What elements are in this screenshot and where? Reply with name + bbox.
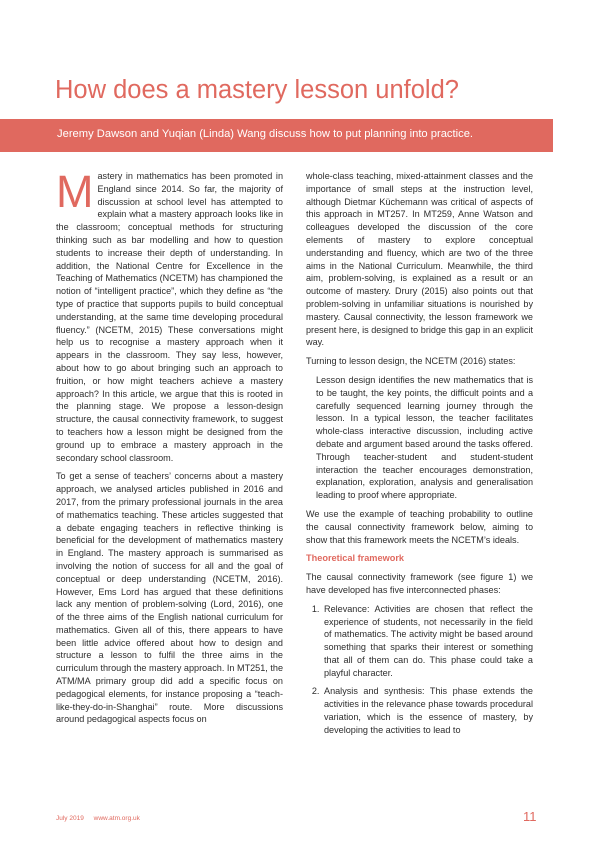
right-column bbox=[306, 170, 533, 743]
body-paragraph-4: Turning to lesson design, the NCETM (2016) states: bbox=[306, 356, 516, 367]
page-number: 11 bbox=[523, 809, 537, 824]
list-item: 2. Analysis and synthesis: This phase extends the activities in the relevance phase towards procedural variation, which is the essence of mastery, by developing the activities to lead to bbox=[322, 685, 533, 736]
left-column bbox=[56, 166, 283, 732]
standfirst-banner bbox=[0, 119, 553, 152]
issue-date: July 2019 bbox=[56, 815, 84, 822]
body-paragraph-3: whole-class teaching, mixed-attainment classes and the importance of small steps at the instruction level, although Dietmar Küchemann was critical of aspects of this approach in MT257. In MT259, Anne Watson and colleagues developed the discussion of the core elements of mastery to explore conceptual understanding and fluency, which are two of the three aims in the National Curriculum. Meanwhile, the third aim, problem-solving, is explained as a result or an outcome of mastery. Drury (2015) also points out that problem-solving in unfamiliar situations is nourished by mastery. Causal connectivity, the lesson framework we present here, is designed to bridge this gap in an explicit way. bbox=[306, 171, 533, 348]
intro-paragraph-text: astery in mathematics has been promoted in England since 2014. So far, the majority of discussion at school level has attempted to explain what a mastery approach looks like in the classroom; conceptual methods for structuring thinking such as bar modelling and how to question students to increase their depth of understanding. In addition, the National Centre for Excellence in the Teaching of Mathematics (NCETM) has championed the notion of “intelligent practice”, which they define as “the type of practice that supports pupils to build conceptual understanding, at the same time developing procedural fluency.” (NCETM, 2015) These conversations might help us to recognise a mastery approach when it appears in the classroom. They say less, however, about how to go about bringing such an approach to fruition, or how might teachers achieve a mastery approach? In this article, we argue that this is rooted in the planning stage. We propose a lesson-design structure, the causal connectivity framework, to suggest to teachers how a lesson might be designed from the ground up to embrace a mastery approach in the secondary school classroom. bbox=[56, 171, 283, 463]
standfirst-text: Jeremy Dawson and Yuqian (Linda) Wang discuss how to put planning into practice. bbox=[57, 128, 474, 140]
drop-cap: M bbox=[56, 166, 94, 217]
website-link[interactable]: www.atm.org.uk bbox=[93, 815, 140, 822]
section-heading: Theoretical framework bbox=[306, 553, 405, 564]
body-paragraph-2: To get a sense of teachers’ concerns about a mastery approach, we analysed articles published in 2016 and 2017, from the primary professional journals in the area of mathematics teaching. These articles suggested that a debate engaging teachers in reflective thinking is beneficial for the development of mathematics mastery in England. The mastery approach is summarised as involving the notion of success for all and the goal of conceptual or deep understanding (NCETM, 2016). However, Ems Lord has argued that these definitions lack any mention of problem-solving (Lord, 2016), one of the three aims of the English national curriculum for mathematics. Given all of this, there appears to have been little advice offered about how to design and structure a lesson to fulfil the three aims in the curriculum through the mastery approach. In MT251, the ATM/MA primary group did add a specific focus on pedagogical elements, for instance proposing a “teach-like-they-do-in-Shanghai” route. More discussions around pedagogical aspects focus on bbox=[56, 471, 283, 725]
body-paragraph-5: We use the example of teaching probability to outline the causal connectivity framework below, aiming to show that this framework meets the NCETM’s ideals. bbox=[306, 508, 533, 545]
body-paragraph-6: The causal connectivity framework (see figure 1) we have developed has five interconnected phases: bbox=[306, 572, 533, 595]
list-item: 1. Relevance: Activities are chosen that reflect the experience of students, not necessarily in the field of mathematics. The activity might be based around something that sparks their interest or something that all of them can do. This phase could take a playful character. bbox=[322, 603, 533, 680]
page-footer bbox=[56, 815, 148, 822]
block-quote: Lesson design identifies the new mathematics that is to be taught, the key points, the difficult points and a carefully sequenced learning journey through the lesson. In a typical lesson, the teacher facilitates whole-class interactive discussion, including active debate and argument based around the tasks offered. Through teacher-student and student-student interaction the teacher encourages demonstration, explanation, exploration, analysis and generalisation leading to proof where appropriate. bbox=[316, 374, 533, 501]
phase-list bbox=[306, 603, 533, 737]
article-title: How does a mastery lesson unfold? bbox=[55, 76, 459, 104]
intro-paragraph bbox=[56, 166, 283, 464]
